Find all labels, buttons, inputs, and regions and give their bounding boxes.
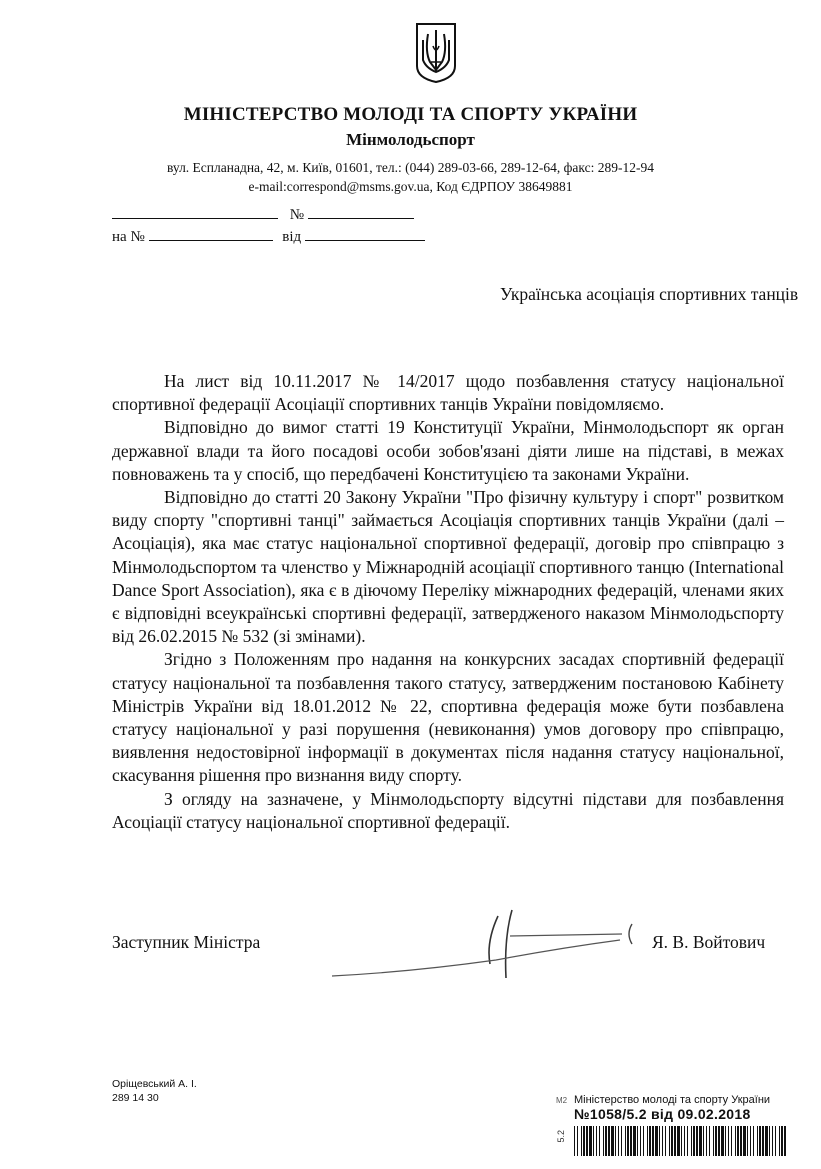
incoming-number-blank xyxy=(149,226,273,241)
ministry-name: МІНІСТЕРСТВО МОЛОДІ ТА СПОРТУ УКРАЇНИ xyxy=(183,104,638,125)
number-sign: № xyxy=(289,207,305,223)
recipient: Українська асоціація спортивних танців xyxy=(500,284,799,304)
executor-phone: 289 14 30 xyxy=(112,1092,159,1104)
stamp-prefix: М2 xyxy=(556,1096,568,1105)
signatory-name: Я. В. Войтович xyxy=(652,932,766,952)
from-label: від xyxy=(282,229,302,245)
paragraph-3: Відповідно до статті 20 Закону України "Про фізичну культуру і спорт" розвитком виду спорту "спортивні танці" займається Асоціація спортивних танців України (далі – Асоціація), яка має статус національної спортивної федерації, договір про співпрацю з Мінмолодьспортом та членство у Міжнародній асоціації спортивного танцю (International Dance Sport Association), яка є в діючому Переліку міжнародних федерацій, членами яких є відповідні всеукраїнські спортивні федерації, затвердженого наказом Мінмолодьспорту від 26.02.2015 № 532 (зі змінами). xyxy=(112,487,784,647)
outgoing-number-line xyxy=(112,204,414,224)
stamp-side-code: 5.2 xyxy=(556,1130,566,1143)
ministry-address xyxy=(0,158,821,196)
outgoing-date-blank xyxy=(112,204,278,219)
barcode xyxy=(574,1126,788,1156)
paragraph-2: Відповідно до вимог статті 19 Конституції України, Мінмолодьспорт як орган державної влади та його посадові особи зобов'язані діяти лише на підставі, в межах повноважень та у спосіб, що передбачені Конституцією та законами України. xyxy=(112,417,784,484)
address-line-1: вул. Еспланадна, 42, м. Київ, 01601, тел.: (044) 289-03-66, 289-12-64, факс: 289-12-94 xyxy=(167,160,654,175)
ministry-short-name: Мінмолодьспорт xyxy=(346,130,475,149)
trident-emblem-icon xyxy=(414,22,458,84)
outgoing-number-blank xyxy=(308,204,414,219)
incoming-date-blank xyxy=(305,226,425,241)
executor-name: Оріщевський А. І. xyxy=(112,1078,197,1090)
paragraph-1: На лист від 10.11.2017 № 14/2017 щодо позбавлення статусу національної спортивної федерації Асоціації спортивних танців України повідомляємо. xyxy=(112,371,784,415)
executor-info xyxy=(112,1077,197,1105)
letter-body xyxy=(112,370,784,834)
number-sign-2: № xyxy=(130,229,145,245)
paragraph-5: З огляду на зазначене, у Мінмолодьспорту відсутні підстави для позбавлення Асоціації статусу національної спортивної федерації. xyxy=(112,788,784,832)
on-prefix: на xyxy=(112,229,127,245)
incoming-number-line xyxy=(112,226,425,246)
address-line-2: e-mail:correspond@msms.gov.ua, Код ЄДРПОУ 38649881 xyxy=(248,179,573,194)
paragraph-4: Згідно з Положенням про надання на конкурсних засадах спортивній федерації статусу національної та позбавлення такого статусу, затвердженим постановою Кабінету Міністрів України від 18.01.2012 № 22, спортивна федерація може бути позбавлена статусу національної у разі порушення (невиконання) умов договору про співпрацю, виявлення недостовірної інформації в документах після надання статусу національної, скасування рішення про визнання виду спорту. xyxy=(112,649,784,786)
stamp-organization: Міністерство молоді та спорту України xyxy=(574,1094,771,1106)
handwritten-signature xyxy=(320,902,640,1002)
signatory-position: Заступник Міністра xyxy=(112,932,261,952)
stamp-registration-number: №1058/5.2 від 09.02.2018 xyxy=(574,1106,751,1122)
